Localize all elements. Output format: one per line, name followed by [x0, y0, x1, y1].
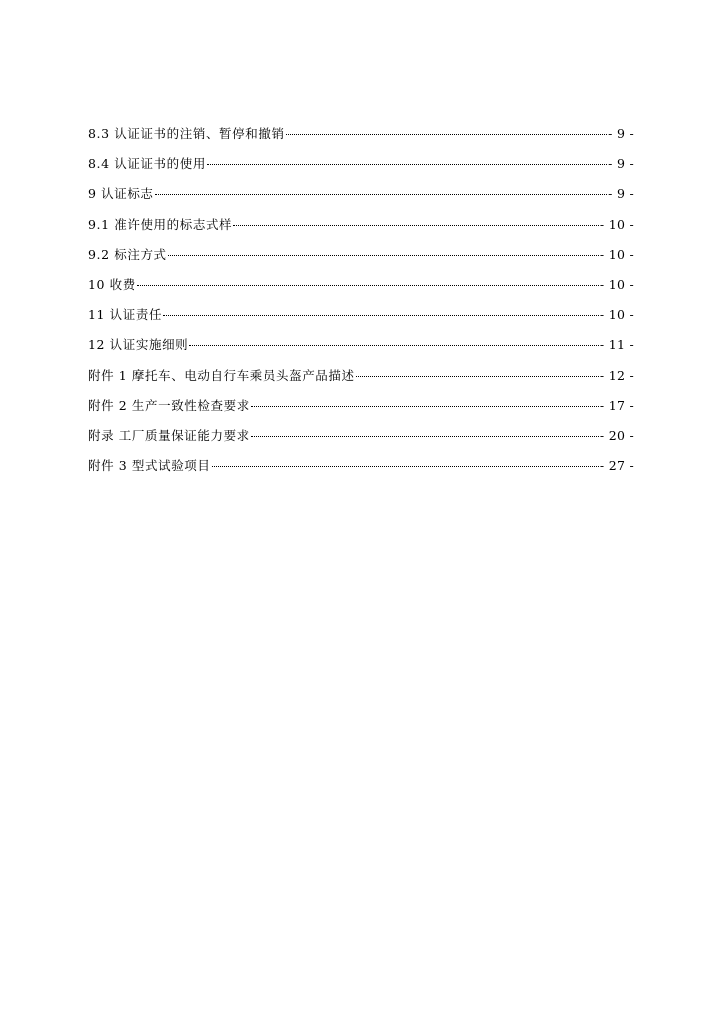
table-of-contents	[88, 124, 634, 486]
toc-entry-title: 12 认证实施细则	[88, 337, 189, 353]
toc-dot-leader	[207, 164, 607, 165]
toc-dot-leader	[155, 194, 608, 195]
toc-entry-page: - 9 -	[608, 126, 634, 141]
toc-entry-title: 9 认证标志	[88, 186, 154, 202]
toc-dot-leader	[251, 436, 599, 437]
toc-entry-title: 8.4 认证证书的使用	[88, 156, 206, 172]
toc-dot-leader	[168, 255, 599, 256]
toc-entry[interactable]	[88, 245, 634, 275]
toc-dot-leader	[163, 315, 599, 316]
toc-dot-leader	[286, 134, 608, 135]
toc-entry[interactable]	[88, 335, 634, 365]
toc-entry-page: - 27 -	[599, 458, 634, 474]
toc-entry-title: 8.3 认证证书的注销、暂停和撤销	[88, 126, 285, 141]
toc-entry-page: - 10 -	[599, 307, 634, 323]
toc-dot-leader	[189, 345, 599, 346]
toc-entry[interactable]	[88, 124, 634, 154]
toc-entry-title: 11 认证责任	[88, 307, 163, 323]
toc-entry-title: 9.2 标注方式	[88, 246, 167, 262]
toc-dot-leader	[233, 225, 599, 226]
toc-entry[interactable]	[88, 184, 634, 214]
toc-entry-page: - 10 -	[599, 276, 634, 292]
toc-entry-title: 10 收费	[88, 276, 136, 292]
toc-entry-page: - 11 -	[599, 337, 634, 353]
toc-dot-leader	[251, 406, 599, 407]
toc-entry-page: - 9 -	[608, 186, 634, 202]
toc-entry[interactable]	[88, 275, 634, 305]
toc-entry[interactable]	[88, 215, 634, 245]
toc-entry[interactable]	[88, 456, 634, 486]
toc-entry-page: - 10 -	[599, 216, 634, 232]
toc-entry-page: - 20 -	[599, 427, 634, 443]
toc-entry[interactable]	[88, 396, 634, 426]
toc-entry-title: 附件 3 型式试验项目	[88, 458, 211, 474]
toc-entry[interactable]	[88, 426, 634, 456]
toc-dot-leader	[212, 466, 599, 467]
toc-entry[interactable]	[88, 305, 634, 335]
toc-entry-title: 附录 工厂质量保证能力要求	[88, 427, 250, 443]
toc-entry-page: - 10 -	[599, 246, 634, 262]
toc-entry-title: 附件 1 摩托车、电动自行车乘员头盔产品描述	[88, 367, 355, 383]
toc-dot-leader	[356, 376, 599, 377]
toc-entry-title: 9.1 准许使用的标志式样	[88, 216, 233, 232]
toc-entry[interactable]	[88, 366, 634, 396]
toc-entry-page: - 9 -	[608, 156, 634, 172]
toc-entry-page: - 17 -	[599, 397, 634, 413]
toc-dot-leader	[137, 285, 599, 286]
toc-entry-title: 附件 2 生产一致性检查要求	[88, 397, 250, 413]
toc-entry-page: - 12 -	[599, 367, 634, 383]
toc-entry[interactable]	[88, 154, 634, 184]
